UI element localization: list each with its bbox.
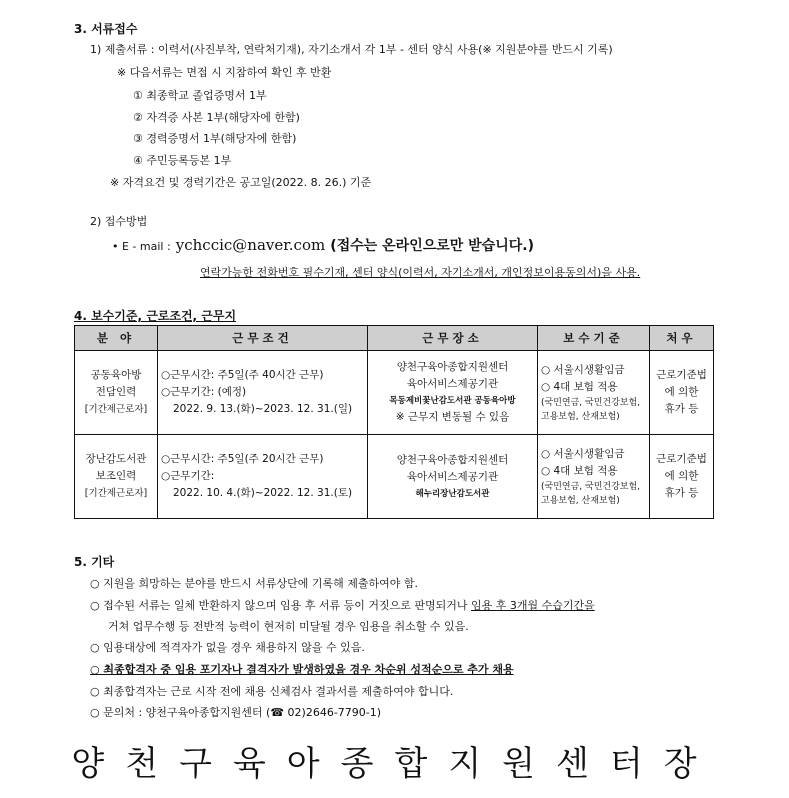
- note-line: [90, 597, 595, 613]
- location-cell: [368, 435, 538, 519]
- email-address[interactable]: ychccic@naver.com: [175, 236, 326, 254]
- note-line: 거쳐 업무수행 등 전반적 능력이 현저히 미달될 경우 임용을 취소할 수 있음.: [108, 620, 469, 633]
- pay-text: ○ 4대 보험 적용: [541, 380, 618, 393]
- benefit-cell: [650, 351, 714, 435]
- field-cell: [75, 351, 158, 435]
- place-text: 육아서비스제공기관: [406, 378, 499, 390]
- pay-text: ○ 4대 보험 적용: [541, 464, 618, 477]
- interview-docs-note: ※ 다음서류는 면접 시 지참하여 확인 후 반환: [117, 66, 332, 79]
- place-text: 목동제비꽃난감도서관 공동육아방: [389, 396, 516, 406]
- doc-item: ③ 경력증명서 1부(해당자에 한함): [133, 132, 297, 145]
- compensation-table: [74, 325, 714, 519]
- field-text: 장난감도서관: [85, 453, 147, 465]
- cond-text: ○근무시간: 주5일(주 20시간 근무): [161, 453, 324, 465]
- header-location: 근무장소: [368, 326, 538, 351]
- place-note: ※ 근무지 변동될 수 있음: [395, 411, 510, 423]
- cond-text: ○근무시간: 주5일(주 40시간 근무): [161, 369, 324, 381]
- note-line: ○ 최종합격자는 근로 시작 전에 채용 신체검사 결과서를 제출하여야 합니다.: [90, 685, 454, 698]
- benefit-text: 휴가 등: [664, 487, 699, 499]
- cond-text: 2022. 9. 13.(화)~2023. 12. 31.(일): [173, 403, 353, 415]
- cond-text: ○근무기간:: [161, 470, 215, 482]
- table-header-row: [75, 326, 714, 351]
- place-text: 양천구육아종합지원센터: [396, 453, 509, 466]
- email-note: (접수는 온라인으로만 받습니다.): [330, 238, 534, 254]
- qualification-note: ※ 자격요건 및 경력기간은 공고일(2022. 8. 26.) 기준: [110, 176, 372, 189]
- section4-heading: 4. 보수기준, 근로조건, 근무지: [74, 309, 237, 323]
- note-text: ○ 접수된 서류는 일체 반환하지 않으며 임용 후 서류 등이 거짓으로 판명되거나: [90, 599, 471, 612]
- doc-item: ① 최종학교 졸업증명서 1부: [133, 89, 267, 102]
- benefit-text: 에 의한: [664, 470, 699, 482]
- benefit-text: 근로기준법: [656, 453, 707, 465]
- pay-text: ○ 서울시생활임금: [541, 447, 625, 460]
- conditions-cell: [158, 435, 368, 519]
- benefit-text: 휴가 등: [664, 403, 699, 415]
- pay-text: (국민연금, 국민건강보험,: [541, 481, 641, 492]
- email-label: • E - mail :: [112, 240, 171, 253]
- conditions-cell: [158, 351, 368, 435]
- pay-text: 고용보험, 산재보험): [541, 495, 620, 506]
- place-text: 해누리장난감도서관: [415, 488, 490, 499]
- section5-heading: 5. 기타: [74, 555, 115, 569]
- pay-text: 고용보험, 산재보험): [541, 411, 620, 422]
- header-conditions: 근무조건: [158, 326, 368, 351]
- table-row: [75, 351, 714, 435]
- application-method: 2) 접수방법: [90, 215, 148, 228]
- doc-item: ② 자격증 사본 1부(해당자에 한함): [133, 111, 300, 124]
- note-line: ○ 지원을 희망하는 분야를 반드시 서류상단에 기록해 제출하여야 함.: [90, 577, 418, 590]
- table-row: [75, 435, 714, 519]
- location-cell: [368, 351, 538, 435]
- field-text: 보조인력: [95, 470, 137, 482]
- doc-item: ④ 주민등록등본 1부: [133, 154, 232, 167]
- pay-text: (국민연금, 국민건강보험,: [541, 397, 641, 408]
- email-line: [112, 235, 534, 255]
- field-type: [기간제근로자]: [84, 404, 148, 415]
- cond-text: ○근무기간: (예정): [161, 386, 247, 398]
- header-benefits: 처우: [650, 326, 714, 351]
- benefit-text: 근로기준법: [656, 369, 707, 381]
- issuer-title: 양천구육아종합지원센터장: [71, 744, 718, 784]
- section3-heading: 3. 서류접수: [74, 22, 138, 36]
- note-line: ○ 임용대상에 적격자가 없을 경우 채용하지 않을 수 있음.: [90, 641, 365, 654]
- place-text: 양천구육아종합지원센터: [396, 361, 509, 373]
- note-text-underlined: 임용 후 3개월 수습기간을: [470, 599, 595, 612]
- pay-cell: [538, 351, 650, 435]
- field-type: [기간제근로자]: [84, 488, 148, 499]
- note-line: ○ 최종합격자 중 임용 포기자나 결격자가 발생하였을 경우 차순위 성적순으로 추가 채용: [90, 663, 514, 676]
- benefit-text: 에 의한: [664, 386, 699, 398]
- place-text: 육아서비스제공기관: [406, 470, 499, 483]
- pay-text: ○ 서울시생활임금: [541, 363, 625, 376]
- header-field: 분 야: [75, 326, 158, 351]
- email-instructions: 연락가능한 전화번호 필수기재, 센터 양식(이력서, 자기소개서, 개인정보이용동의서)을 사용.: [200, 266, 641, 279]
- field-cell: [75, 435, 158, 519]
- cond-text: 2022. 10. 4.(화)~2022. 12. 31.(토): [173, 487, 353, 499]
- benefit-cell: [650, 435, 714, 519]
- submission-documents: 1) 제출서류 : 이력서(사진부착, 연락처기재), 자기소개서 각 1부 - 센터 양식 사용(※ 지원분야를 반드시 기록): [90, 43, 613, 56]
- header-pay: 보수기준: [538, 326, 650, 351]
- field-text: 전담인력: [95, 386, 137, 398]
- pay-cell: [538, 435, 650, 519]
- contact-line: ○ 문의처 : 양천구육아종합지원센터 (☎ 02)2646-7790-1): [90, 706, 382, 719]
- field-text: 공동육아방: [90, 369, 142, 381]
